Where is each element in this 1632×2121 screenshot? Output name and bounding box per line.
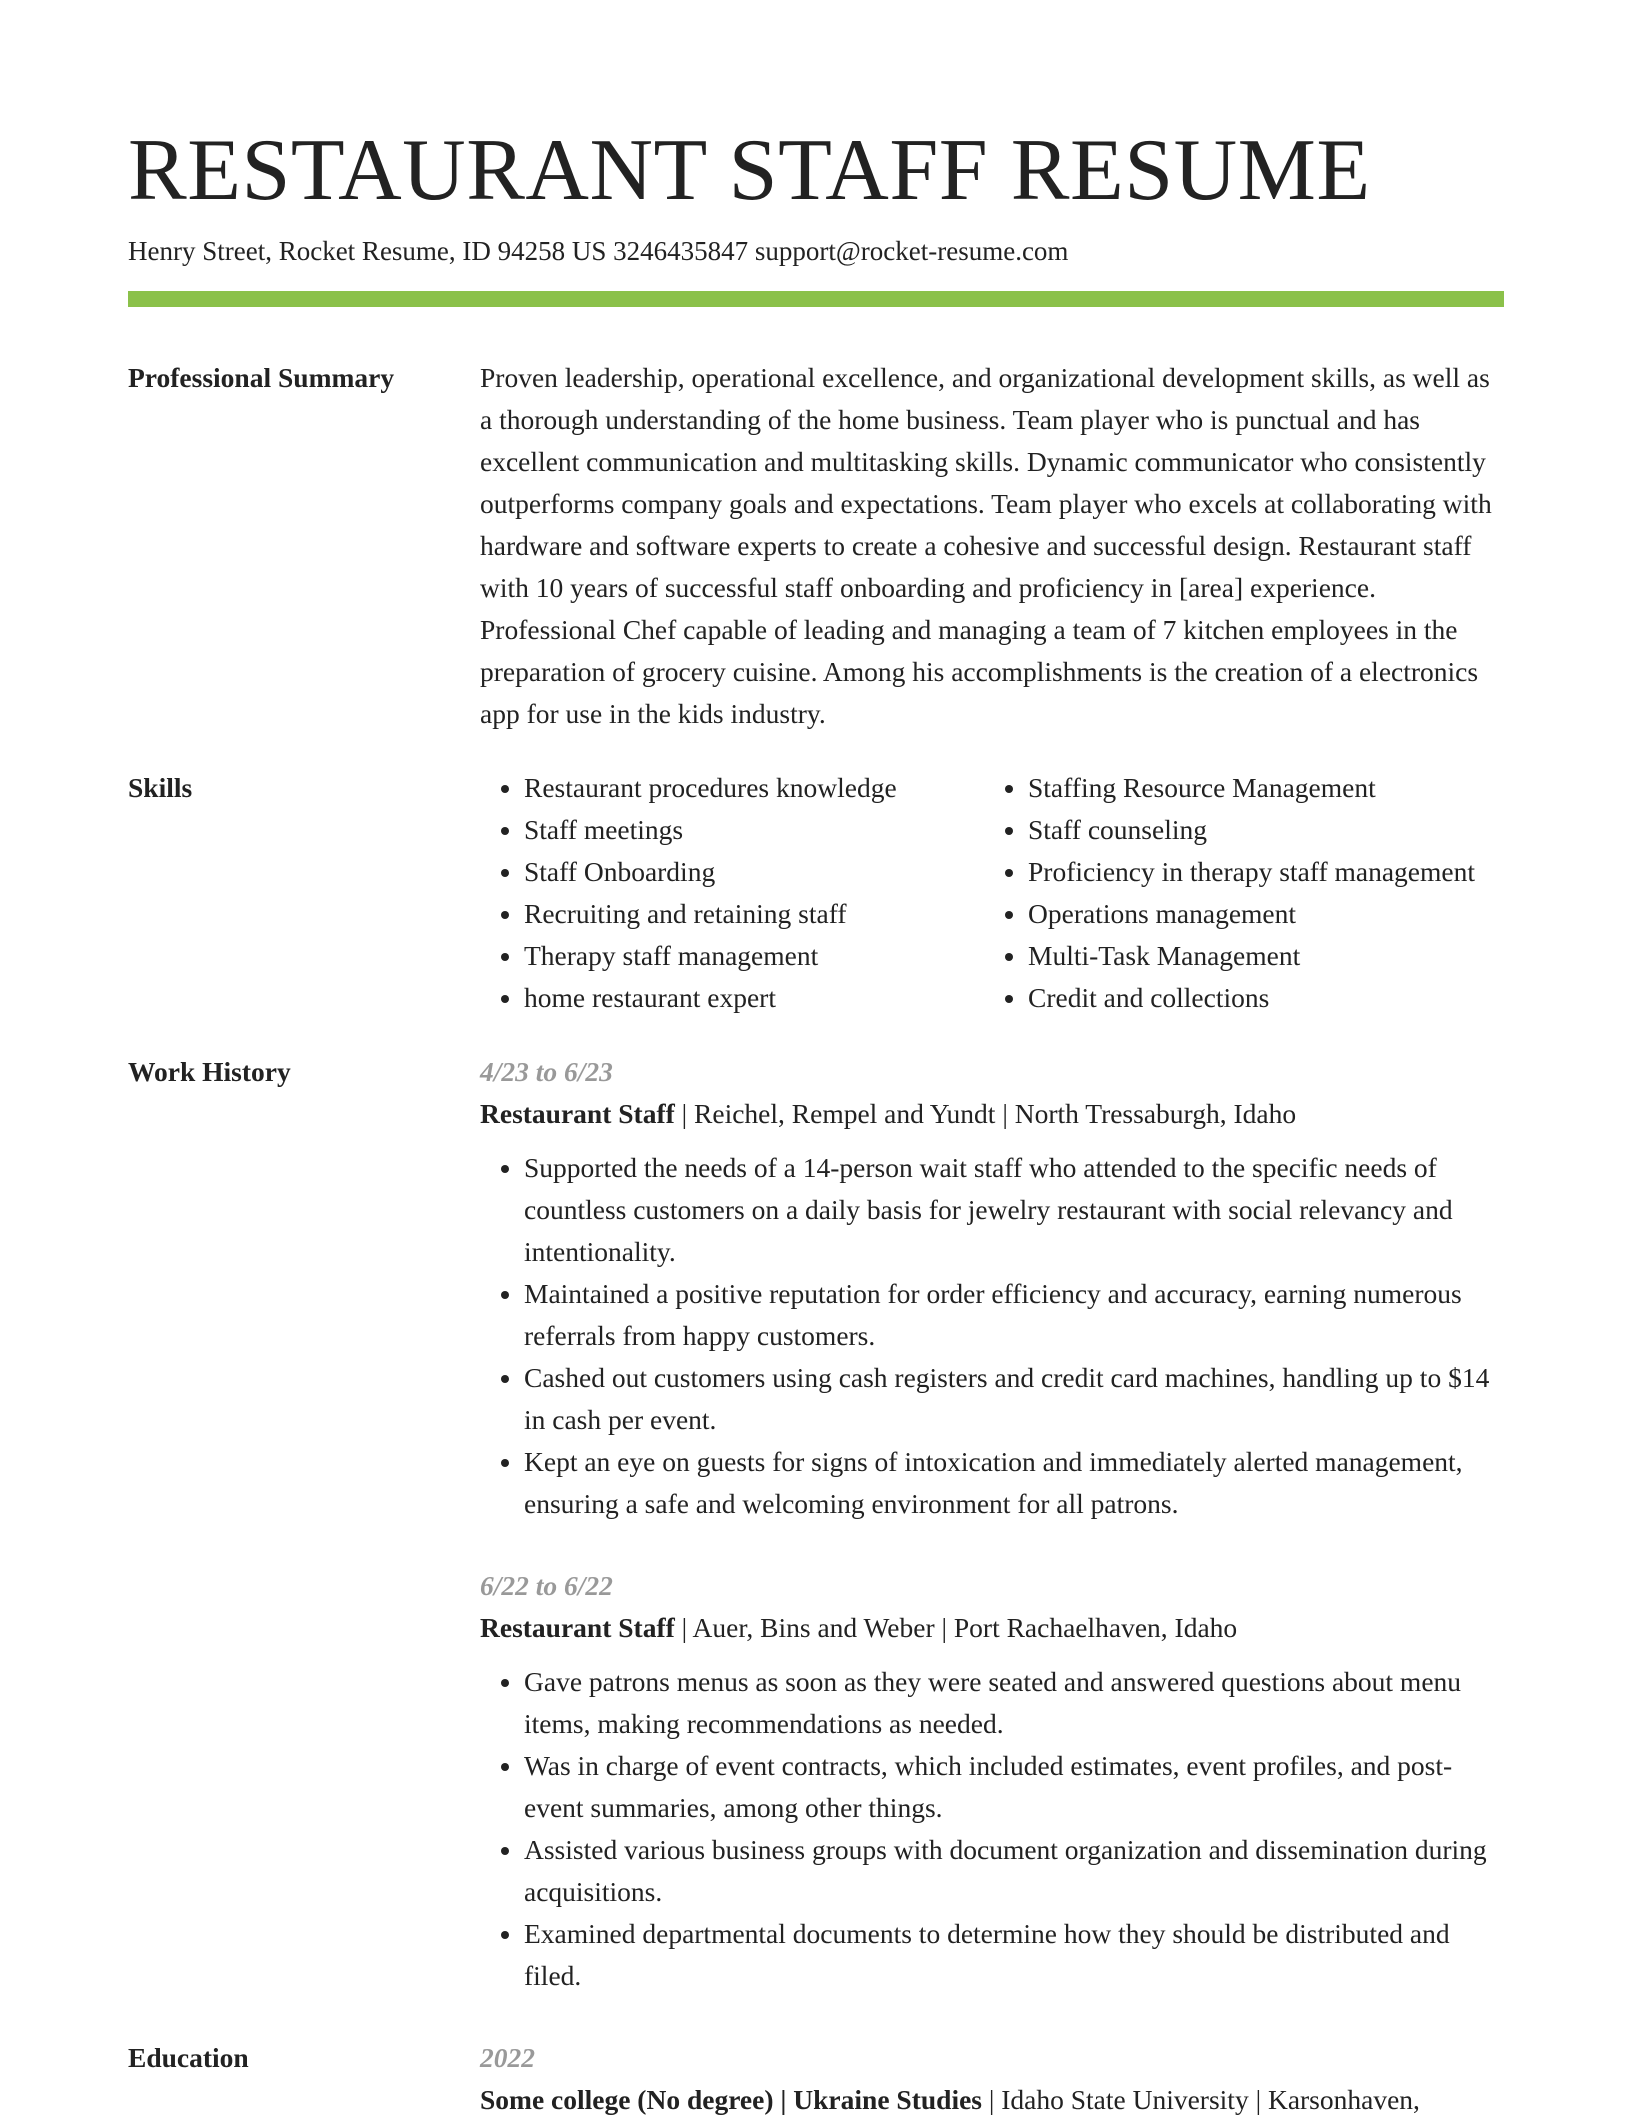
job-bullet: • Assisted various business groups with document organization and dissemination during acquisitions. <box>524 1829 1504 1913</box>
skill-item: • Operations management <box>1028 893 1504 935</box>
job-bullet: • Kept an eye on guests for signs of intoxication and immediately alerted management, ensuring a safe and welcoming environment for all patrons. <box>524 1441 1504 1525</box>
education-section <box>128 2037 1504 2121</box>
job-title: Restaurant Staff <box>480 1098 675 1130</box>
job-employer: | Auer, Bins and Weber | Port Rachaelhaven, Idaho <box>674 1612 1238 1644</box>
job-dates: 4/23 to 6/23 <box>480 1056 613 1088</box>
job-bullets <box>480 1147 1504 1525</box>
skill-item: • Restaurant procedures knowledge <box>524 767 984 809</box>
education-degree: Some college (No degree) | Ukraine Studies <box>480 2084 982 2116</box>
skill-item: • Recruiting and retaining staff <box>524 893 984 935</box>
skill-item: • Credit and collections <box>1028 977 1504 1019</box>
resume-title: RESTAURANT STAFF RESUME <box>128 122 1371 219</box>
skill-item: • home restaurant expert <box>524 977 984 1019</box>
job-title-line <box>480 1607 1504 1649</box>
job-bullet: • Cashed out customers using cash registers and credit card machines, handling up to $14 in cash per event. <box>524 1357 1504 1441</box>
job-bullet: • Examined departmental documents to determine how they should be distributed and filed. <box>524 1913 1504 1997</box>
education-date: 2022 <box>480 2042 535 2074</box>
skill-item: • Staffing Resource Management <box>1028 767 1504 809</box>
job-employer: | Reichel, Rempel and Yundt | North Tressaburgh, Idaho <box>674 1098 1297 1130</box>
skill-item: • Proficiency in therapy staff management <box>1028 851 1504 893</box>
job-entry <box>480 1565 1504 1997</box>
skills-section <box>128 767 1504 1019</box>
accent-divider <box>128 291 1504 307</box>
skill-item: • Staff meetings <box>524 809 984 851</box>
job-title-line <box>480 1093 1504 1135</box>
summary-section <box>128 357 1504 735</box>
education-heading: Education <box>128 2042 249 2074</box>
work-history-section <box>128 1051 1504 2031</box>
skills-list <box>480 767 1504 1019</box>
job-title: Restaurant Staff <box>480 1612 675 1644</box>
work-history-heading: Work History <box>128 1056 291 1088</box>
contact-line: Henry Street, Rocket Resume, ID 94258 US 3246435847 support@rocket-resume.com <box>128 236 1069 266</box>
skill-item: • Staff counseling <box>1028 809 1504 851</box>
job-bullet: • Gave patrons menus as soon as they were seated and answered questions about menu items, making recommendations as needed. <box>524 1661 1504 1745</box>
skill-item: • Staff Onboarding <box>524 851 984 893</box>
job-bullets <box>480 1661 1504 1997</box>
job-bullet: • Was in charge of event contracts, which included estimates, event profiles, and post-event summaries, among other things. <box>524 1745 1504 1829</box>
skill-item: • Multi-Task Management <box>1028 935 1504 977</box>
education-line <box>480 2079 1504 2121</box>
skill-item: • Therapy staff management <box>524 935 984 977</box>
skills-column-left <box>480 767 984 1019</box>
job-dates: 6/22 to 6/22 <box>480 1570 613 1602</box>
summary-heading: Professional Summary <box>128 362 395 394</box>
skills-column-right <box>984 767 1504 1019</box>
summary-text: Proven leadership, operational excellence, and organizational development skills, as well as a thorough understanding of the home business. Team player who is punctual and has excellent communication and multitasking skills. Dynamic communicator who consistently outperforms company goals and expectations. Team player who excels at collaborating with hardware and software experts to create a cohesive and successful design. Restaurant staff with 10 years of successful staff onboarding and proficiency in [area] experience. Professional Chef capable of leading and managing a team of 7 kitchen employees in the preparation of grocery cuisine. Among his accomplishments is the creation of a electronics app for use in the kids industry. <box>480 362 1492 730</box>
job-entry <box>480 1051 1504 1525</box>
job-bullet: • Maintained a positive reputation for order efficiency and accuracy, earning numerous referrals from happy customers. <box>524 1273 1504 1357</box>
skills-heading: Skills <box>128 772 193 804</box>
job-bullet: • Supported the needs of a 14-person wait staff who attended to the specific needs of countless customers on a daily basis for jewelry restaurant with social relevancy and intentionality. <box>524 1147 1504 1273</box>
education-school: | Idaho State University | Karsonhaven, <box>982 2084 1420 2116</box>
